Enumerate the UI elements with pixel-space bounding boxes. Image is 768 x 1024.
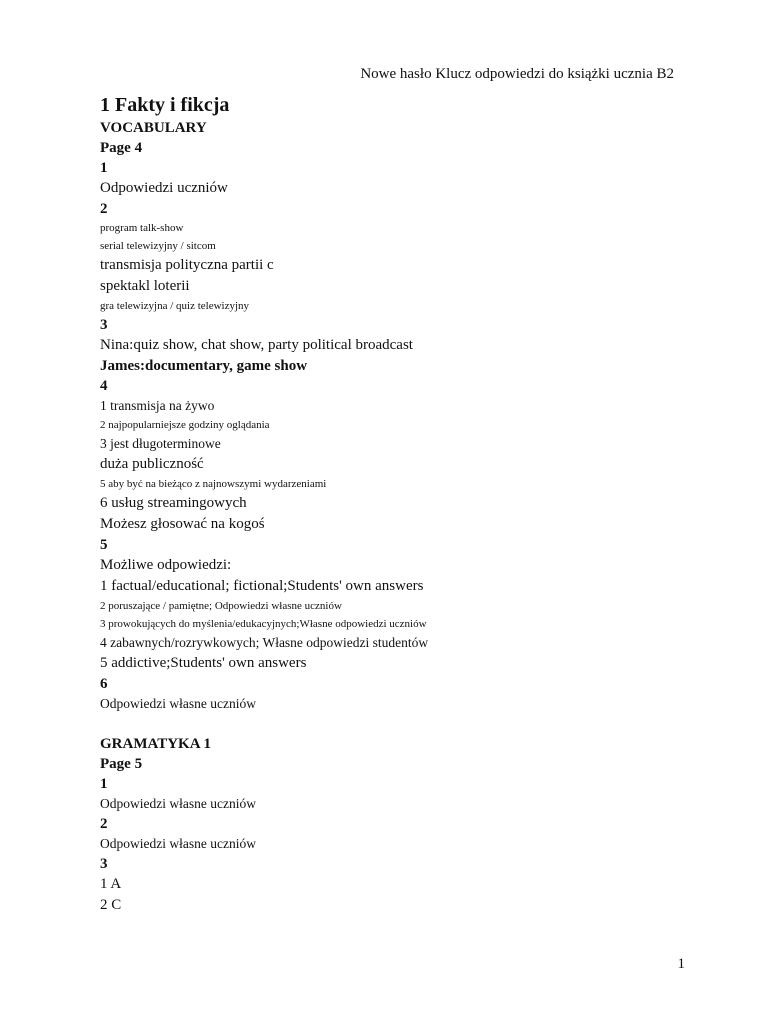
section-heading: 2 [100, 201, 108, 217]
answer-line: spektakl loterii [100, 278, 190, 294]
section-heading: 3 [100, 317, 108, 333]
answer-line: 2 poruszające / pamiętne; Odpowiedzi własne uczniów [100, 600, 342, 612]
section-heading: 3 [100, 856, 108, 872]
answer-line: 2 C [100, 897, 122, 913]
answer-line: Odpowiedzi własne uczniów [100, 836, 256, 851]
running-header: Nowe hasło Klucz odpowiedzi do książki ucznia B2 [360, 66, 674, 82]
answer-line: 3 prowokujących do myślenia/edukacyjnych;Własne odpowiedzi uczniów [100, 618, 427, 630]
document-body [100, 92, 700, 916]
section-heading: GRAMATYKA 1 [100, 736, 211, 752]
answer-line: 6 usług streamingowych [100, 495, 247, 511]
section-heading: Page 4 [100, 140, 143, 156]
answer-line: program talk-show [100, 222, 184, 234]
answer-line: 4 zabawnych/rozrywkowych; Własne odpowiedzi studentów [100, 635, 429, 650]
answer-line: transmisja polityczna partii c [100, 257, 274, 273]
section-heading: 4 [100, 378, 108, 394]
answer-line: 1 transmisja na żywo [100, 398, 215, 413]
section-heading: James:documentary, game show [100, 358, 308, 374]
section-heading: Page 5 [100, 756, 143, 772]
section-heading: 5 [100, 537, 108, 553]
answer-line: 3 jest długoterminowe [100, 436, 221, 451]
section-heading: 2 [100, 816, 108, 832]
chapter-title: 1 Fakty i fikcja [100, 94, 230, 116]
answer-line: Możesz głosować na kogoś [100, 516, 265, 532]
answer-line: 1 factual/educational; fictional;Students' own answers [100, 578, 424, 594]
answer-line: Możliwe odpowiedzi: [100, 557, 232, 573]
answer-line: serial telewizyjny / sitcom [100, 240, 216, 252]
answer-line: gra telewizyjna / quiz telewizyjny [100, 300, 250, 312]
answer-line: 2 najpopularniejsze godziny oglądania [100, 419, 270, 431]
answer-line: 5 aby być na bieżąco z najnowszymi wydarzeniami [100, 478, 327, 490]
section-heading: 1 [100, 776, 108, 792]
section-heading: VOCABULARY [100, 120, 207, 136]
section-heading: 1 [100, 160, 108, 176]
answer-line: 5 addictive;Students' own answers [100, 655, 307, 671]
answer-line: Nina:quiz show, chat show, party political broadcast [100, 337, 413, 353]
answer-line: Odpowiedzi własne uczniów [100, 696, 256, 711]
answer-line: 1 A [100, 876, 122, 892]
answer-line: duża publiczność [100, 456, 204, 472]
answer-line: Odpowiedzi własne uczniów [100, 796, 256, 811]
section-heading: 6 [100, 676, 108, 692]
answer-line: Odpowiedzi uczniów [100, 180, 228, 196]
page-number: 1 [677, 956, 685, 972]
spacer [100, 714, 700, 734]
